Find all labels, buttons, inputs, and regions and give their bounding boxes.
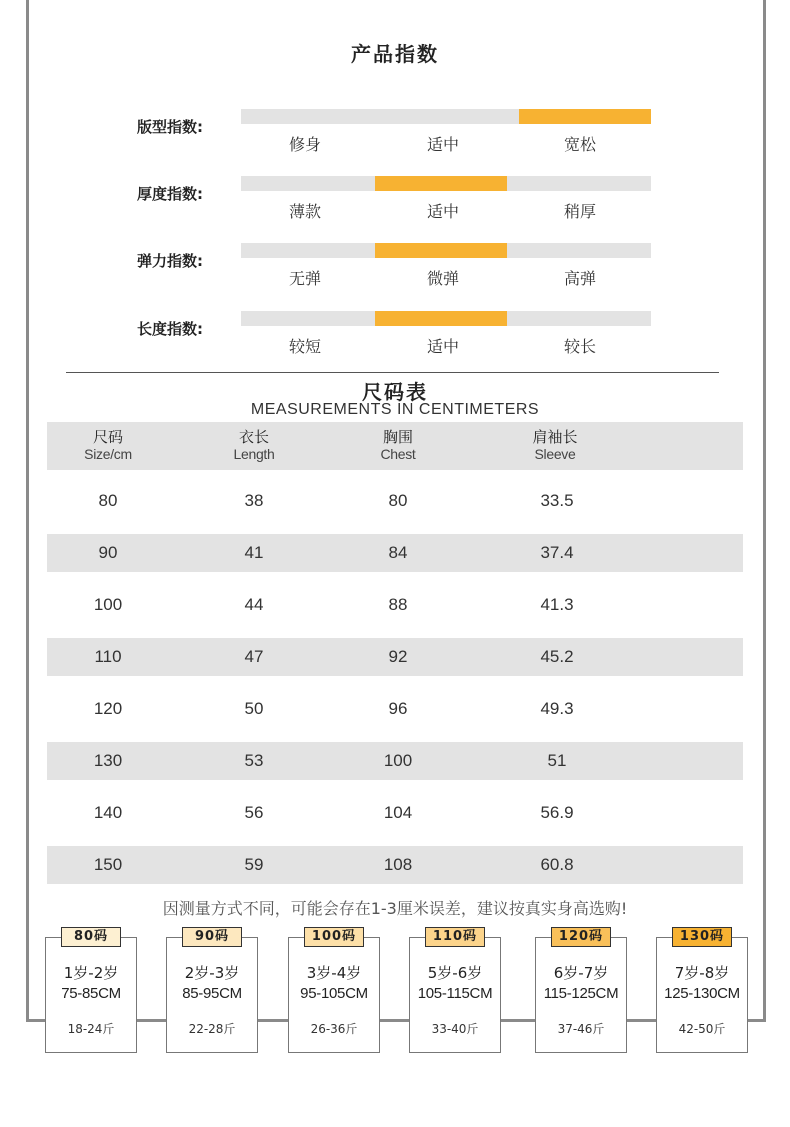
index-row	[0, 243, 790, 303]
section-divider	[66, 372, 719, 373]
index-bar-selected	[375, 243, 507, 258]
index-option: 薄款	[288, 202, 321, 221]
index-option: 稍厚	[563, 202, 596, 221]
table-cell: 51	[547, 751, 567, 770]
index-bar-segment	[241, 311, 373, 326]
index-bar-selected	[375, 176, 507, 191]
table-row	[47, 534, 743, 572]
index-option: 适中	[426, 135, 459, 154]
size-card-height: 105-115CM	[417, 985, 493, 1002]
size-tag: 100码	[304, 927, 364, 947]
table-cell: 120	[93, 699, 123, 718]
index-bar-segment	[519, 243, 651, 258]
index-bar-selected	[519, 109, 651, 124]
table-cell: 100	[383, 751, 413, 770]
table-row	[47, 846, 743, 884]
index-bar	[241, 243, 651, 258]
size-card	[166, 929, 258, 1053]
size-card-weight: 18-24斤	[67, 1022, 115, 1036]
size-card	[656, 929, 748, 1053]
index-row	[0, 176, 790, 236]
table-cell: 108	[383, 855, 413, 874]
table-cell: 50	[244, 699, 264, 718]
size-chart-title: 尺码表	[362, 380, 428, 404]
table-cell: 45.2	[540, 647, 574, 666]
header-sleeve: 肩袖长 Sleeve	[532, 428, 578, 462]
table-cell: 104	[383, 803, 413, 822]
table-cell: 80	[98, 491, 118, 510]
header-size: 尺码 Size/cm	[84, 428, 132, 462]
size-card-height: 115-125CM	[543, 985, 619, 1002]
index-label: 弹力指数:	[137, 252, 203, 270]
table-cell: 150	[93, 855, 123, 874]
index-row	[0, 311, 790, 371]
table-row	[47, 638, 743, 676]
table-cell: 56	[244, 803, 264, 822]
index-label: 长度指数:	[137, 320, 203, 338]
index-bar-segment	[241, 243, 373, 258]
table-cell: 44	[244, 595, 264, 614]
table-cell: 130	[93, 751, 123, 770]
index-bar-segment	[375, 109, 507, 124]
size-card	[409, 929, 501, 1053]
table-cell: 88	[388, 595, 408, 614]
index-label: 厚度指数:	[137, 185, 203, 203]
table-row	[47, 586, 743, 624]
table-row	[47, 742, 743, 780]
index-option: 修身	[288, 135, 321, 154]
size-card-height: 125-130CM	[664, 985, 740, 1002]
index-bar-segment	[241, 109, 373, 124]
size-tag: 80码	[61, 927, 121, 947]
table-cell: 41	[244, 543, 264, 562]
table-cell: 80	[388, 491, 408, 510]
size-card-age: 5岁-6岁	[427, 964, 483, 982]
table-cell: 96	[388, 699, 408, 718]
table-cell: 100	[93, 595, 123, 614]
product-index-title: 产品指数	[351, 42, 439, 66]
index-option: 宽松	[563, 135, 596, 154]
header-length: 衣长 Length	[233, 428, 275, 462]
size-card-age: 1岁-2岁	[63, 964, 119, 982]
size-card	[45, 929, 137, 1053]
table-cell: 90	[98, 543, 118, 562]
size-tag: 120码	[551, 927, 611, 947]
table-cell: 38	[244, 491, 264, 510]
table-cell: 59	[244, 855, 264, 874]
table-row	[47, 482, 743, 520]
index-bar-selected	[375, 311, 507, 326]
size-card-age: 7岁-8岁	[674, 964, 730, 982]
table-cell: 47	[244, 647, 264, 666]
table-cell: 56.9	[540, 803, 574, 822]
table-row	[47, 794, 743, 832]
size-chart-subtitle: MEASUREMENTS IN CENTIMETERS	[250, 401, 540, 418]
index-row	[0, 109, 790, 169]
index-bar-segment	[519, 176, 651, 191]
size-card-height: 95-105CM	[300, 985, 368, 1002]
table-cell: 60.8	[540, 855, 574, 874]
measurement-note: 因测量方式不同，可能会存在1-3厘米误差，建议按真实身高选购!	[162, 899, 628, 918]
size-tag: 90码	[182, 927, 242, 947]
index-option: 高弹	[563, 269, 596, 288]
table-cell: 41.3	[540, 595, 574, 614]
table-cell: 49.3	[540, 699, 574, 718]
index-bar-segment	[241, 176, 373, 191]
index-bar	[241, 109, 651, 124]
table-cell: 37.4	[540, 543, 574, 562]
size-card-weight: 22-28斤	[188, 1022, 236, 1036]
index-option: 较长	[563, 337, 596, 356]
size-card	[288, 929, 380, 1053]
size-card-weight: 37-46斤	[557, 1022, 605, 1036]
index-bar	[241, 176, 651, 191]
index-option: 微弹	[426, 269, 459, 288]
index-label: 版型指数:	[137, 118, 203, 136]
size-table-header	[47, 422, 743, 470]
header-chest: 胸围 Chest	[380, 428, 416, 462]
size-card-height: 75-85CM	[61, 985, 121, 1002]
size-card-age: 6岁-7岁	[553, 964, 609, 982]
index-bar	[241, 311, 651, 326]
table-cell: 92	[388, 647, 408, 666]
index-option: 适中	[426, 202, 459, 221]
index-option: 较短	[288, 337, 321, 356]
size-tag: 130码	[672, 927, 732, 947]
table-row	[47, 690, 743, 728]
size-card-weight: 42-50斤	[678, 1022, 726, 1036]
index-option: 无弹	[288, 269, 321, 288]
index-option: 适中	[426, 337, 459, 356]
size-card-age: 2岁-3岁	[184, 964, 240, 982]
size-card-weight: 33-40斤	[431, 1022, 479, 1036]
table-cell: 53	[244, 751, 264, 770]
size-card	[535, 929, 627, 1053]
table-cell: 140	[93, 803, 123, 822]
size-card-age: 3岁-4岁	[306, 964, 362, 982]
size-tag: 110码	[425, 927, 485, 947]
index-bar-segment	[519, 311, 651, 326]
table-cell: 33.5	[540, 491, 574, 510]
table-cell: 84	[388, 543, 408, 562]
table-cell: 110	[94, 647, 122, 666]
size-card-height: 85-95CM	[182, 985, 242, 1002]
size-card-weight: 26-36斤	[310, 1022, 358, 1036]
